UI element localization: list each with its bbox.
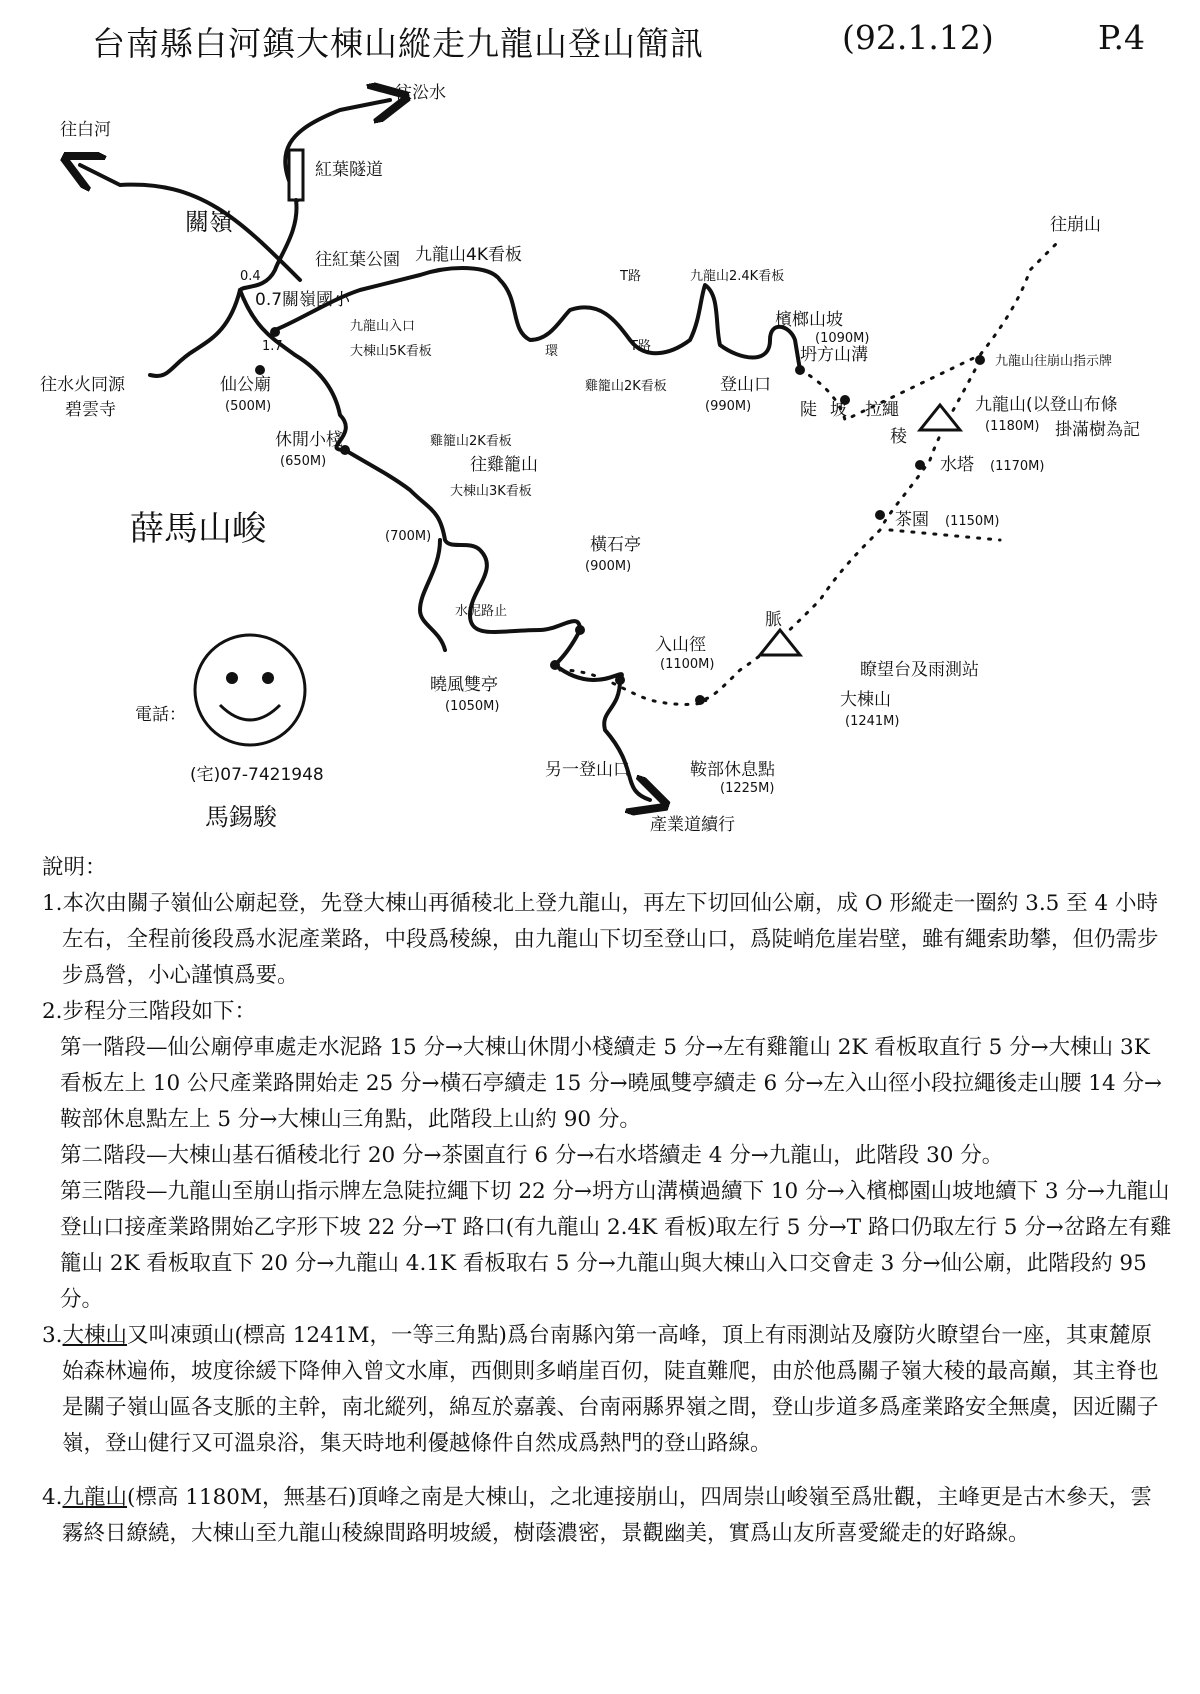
notes-item-4-no: 4. bbox=[42, 1485, 63, 1510]
label-leisure-hut: 休閒小棧 bbox=[275, 430, 343, 450]
page-number: P.4 bbox=[1098, 18, 1146, 57]
ridge-trail bbox=[800, 240, 1060, 420]
label-guanziling: 關嶺 bbox=[185, 208, 233, 236]
label-jiulong-note: 掛滿樹為記 bbox=[1055, 420, 1140, 440]
label-ring: 環 bbox=[545, 344, 559, 359]
label-water-tower: 水塔 bbox=[940, 455, 974, 475]
label-jiulong-entrance: 九龍山入口 bbox=[350, 319, 416, 334]
label-tea-elev: (1150M) bbox=[945, 514, 1000, 529]
label-jiulong-elev: (1180M) bbox=[985, 419, 1040, 434]
notes-heading: 說明： bbox=[42, 855, 107, 880]
label-kanfang-ditch: 坍方山溝 bbox=[800, 345, 868, 365]
label-trailhead: 登山口 bbox=[720, 375, 771, 395]
notes-stage-1: 第一階段—仙公廟停車處走水泥路 15 分→大棟山休閒小棧續走 5 分→左有雞籠山 2K 看板取直行 5 分→大棟山 3K 看板左上 10 公尺產業路開始走 25 分→橫石亭續走 15 分→曉風雙亭續走 6 分→左入山徑小段拉繩後走山腰 14 分→鞍部休息點左上 5 分→大棟山三角點，此階段上山約 90 分。 bbox=[60, 1035, 1163, 1132]
node-trailhead bbox=[795, 365, 805, 375]
notes-item-1 bbox=[42, 886, 1172, 994]
node-tea bbox=[875, 510, 885, 520]
label-to-baihe: 往白河 bbox=[60, 120, 111, 140]
label-tlu-1: T路 bbox=[620, 269, 641, 284]
label-lookout: 瞭望台及雨測站 bbox=[860, 660, 979, 680]
label-hengshi: 橫石亭 bbox=[590, 535, 641, 555]
label-xiangong-elev: (500M) bbox=[225, 399, 272, 414]
road-lower-branch bbox=[420, 540, 445, 650]
label-xiaofeng-elev: (1050M) bbox=[445, 699, 500, 714]
stamp bbox=[195, 635, 305, 745]
node-guanling-school bbox=[270, 327, 280, 337]
label-vein: 脈 bbox=[765, 610, 782, 630]
label-dist-04: 0.4 bbox=[240, 269, 261, 284]
node-xiaofeng bbox=[550, 660, 560, 670]
label-to-dongshan: 往㳂水 bbox=[395, 83, 446, 103]
label-trail-entry: 入山徑 bbox=[655, 635, 706, 655]
node-saddle bbox=[695, 695, 705, 705]
label-saddle-elev: (1225M) bbox=[720, 781, 775, 796]
label-trail-entry-elev: (1100M) bbox=[660, 657, 715, 672]
label-elev-700: (700M) bbox=[385, 529, 432, 544]
route-map bbox=[0, 70, 1200, 850]
label-jiulong-41k: 九龍山4K看板 bbox=[415, 245, 522, 265]
label-binglang-elev: (1090M) bbox=[815, 331, 870, 346]
label-jilong-2k-b: 雞籠山2K看板 bbox=[430, 434, 512, 449]
notes-item-1-no: 1. bbox=[42, 891, 63, 916]
node-trail-entry bbox=[615, 675, 625, 685]
label-rope: 拉繩 bbox=[865, 400, 899, 420]
label-binglang-slope: 檳榔山坡 bbox=[775, 310, 843, 330]
node-xiangong bbox=[255, 365, 265, 375]
label-dadong-3k: 大棟山3K看板 bbox=[450, 484, 532, 499]
label-industrial-road: 產業道續行 bbox=[650, 815, 735, 835]
tunnel-icon bbox=[289, 150, 303, 200]
notes bbox=[42, 850, 1172, 1552]
label-cement-road-end: 水泥路止 bbox=[455, 604, 508, 619]
label-another-trailhead: 另一登山口 bbox=[545, 760, 630, 780]
node-water-tower bbox=[915, 460, 925, 470]
label-slope: 坡 bbox=[830, 400, 847, 420]
stamp-phone-label: 電話： bbox=[135, 705, 186, 725]
label-steep: 陡 bbox=[800, 400, 817, 420]
label-to-jilong: 往雞籠山 bbox=[470, 455, 538, 475]
ridge-side bbox=[890, 530, 1000, 540]
notes-item-3 bbox=[42, 1318, 1172, 1462]
label-tea-garden: 茶園 bbox=[895, 510, 929, 530]
notes-item-2 bbox=[42, 994, 1172, 1030]
notes-stage-2: 第二階段—大棟山基石循稜北行 20 分→茶園直行 6 分→右水塔續走 4 分→九龍山，此階段 30 分。 bbox=[60, 1143, 1004, 1168]
route-map-canvas bbox=[0, 70, 1200, 850]
label-dadong-5k: 大棟山5K看板 bbox=[350, 344, 432, 359]
triangle-dadong-peak bbox=[760, 630, 800, 655]
label-to-shuihuo: 往水火同源 bbox=[40, 375, 125, 395]
stamp-name: 薛馬山峻 bbox=[130, 509, 266, 549]
notes-item-4-text: (標高 1180M，無基石)頂峰之南是大棟山，之北連接崩山，四周崇山峻嶺至爲壯觀，主峰更是古木參天，雲霧終日繚繞，大棟山至九龍山稜線間路明坡緩，樹蔭濃密，景觀幽美，實爲山友所喜愛縱走的好路線。 bbox=[62, 1485, 1152, 1546]
label-guanling-school: 0.7關嶺國小 bbox=[255, 290, 351, 310]
page-header bbox=[0, 18, 1200, 68]
page-date: (92.1.12) bbox=[842, 18, 994, 57]
notes-item-4 bbox=[42, 1480, 1172, 1552]
notes-item-3-text: 又叫凍頭山(標高 1241M，一等三角點)爲台南縣內第一高峰，頂上有雨測站及廢防火瞭望台一座，其東麓原始森林遍佈，坡度徐緩下降伸入曾文水庫，西側則多峭崖百仞，陡直難爬，由於他爲關子嶺大稜的最高巔，其主脊也是關子嶺山區各支脈的主幹，南北縱列，綿亙於嘉義、台南兩縣界嶺之間，登山步道多爲產業路安全無虞，因近關子嶺，登山健行又可溫泉浴，集天時地利優越條件自然成爲熱門的登山路線。 bbox=[62, 1323, 1159, 1456]
node-hengshi bbox=[575, 625, 585, 635]
label-biyun-temple: 碧雲寺 bbox=[65, 400, 116, 420]
notes-item-1-text: 本次由關子嶺仙公廟起登，先登大棟山再循稜北上登九龍山，再左下切回仙公廟，成 O 形縱走一圈約 3.5 至 4 小時左右，全程前後段爲水泥產業路，中段爲稜線，由九龍山下切至登山口，爲陡峭危崖岩壁，雖有繩索助攀，但仍需步步爲營，小心謹慎爲要。 bbox=[62, 891, 1159, 988]
road-to-shuihuo bbox=[150, 290, 240, 376]
label-trailhead-elev: (990M) bbox=[705, 399, 752, 414]
label-jiulong-peak: 九龍山(以登山布條 bbox=[975, 395, 1118, 415]
label-tunnel: 紅葉隧道 bbox=[315, 160, 383, 180]
notes-item-2-no: 2. bbox=[42, 999, 63, 1024]
stamp-person: 馬錫駿 bbox=[205, 803, 277, 831]
label-hengshi-elev: (900M) bbox=[585, 559, 632, 574]
label-to-bengshan: 往崩山 bbox=[1050, 215, 1101, 235]
stamp-phone: (宅)07-7421948 bbox=[190, 765, 324, 785]
label-water-tower-elev: (1170M) bbox=[990, 459, 1045, 474]
notes-item-4-name: 九龍山 bbox=[62, 1485, 128, 1510]
label-jilong-2k-a: 雞籠山2K看板 bbox=[585, 379, 667, 394]
label-tlu-2: T路 bbox=[630, 339, 651, 354]
label-dadong-peak: 大棟山 bbox=[840, 690, 891, 710]
notes-stage-3: 第三階段—九龍山至崩山指示牌左急陡拉繩下切 22 分→坍方山溝橫過續下 10 分→入檳榔園山坡地續下 3 分→九龍山登山口接產業路開始乙字形下坡 22 分→T 路口(有九龍山 2.4K 看板)取左行 5 分→T 路口仍取左行 5 分→岔路左有雞籠山 2K 看板取直下 20 分→九龍山 4.1K 看板取右 5 分→九龍山與大棟山入口交會走 3 分→仙公廟，此階段約 95 分。 bbox=[60, 1179, 1172, 1312]
notes-item-3-no: 3. bbox=[42, 1323, 63, 1348]
label-dadong-elev: (1241M) bbox=[845, 714, 900, 729]
stamp-face bbox=[195, 635, 305, 745]
ridge-lower bbox=[560, 670, 706, 704]
notes-item-2-text: 步程分三階段如下： bbox=[62, 999, 257, 1024]
label-jiulong-24k: 九龍山2.4K看板 bbox=[690, 269, 785, 284]
label-jiulong-sign: 九龍山往崩山指示牌 bbox=[995, 354, 1113, 369]
label-dist-17: 1.7 bbox=[262, 339, 283, 354]
label-xiaofeng: 曉風雙亭 bbox=[430, 675, 498, 695]
label-ridge-char: 稜 bbox=[890, 427, 907, 447]
notes-item-3-name: 大棟山 bbox=[62, 1323, 128, 1348]
node-jiulong-sign bbox=[975, 355, 985, 365]
label-to-hongye-park: 往紅葉公園 bbox=[315, 250, 400, 270]
label-xiangong-temple: 仙公廟 bbox=[220, 375, 271, 395]
label-saddle-rest: 鞍部休息點 bbox=[690, 760, 775, 780]
road-cement-main bbox=[345, 450, 650, 800]
page-title: 台南縣白河鎮大棟山縱走九龍山登山簡訊 bbox=[92, 24, 704, 63]
label-leisure-elev: (650M) bbox=[280, 454, 327, 469]
